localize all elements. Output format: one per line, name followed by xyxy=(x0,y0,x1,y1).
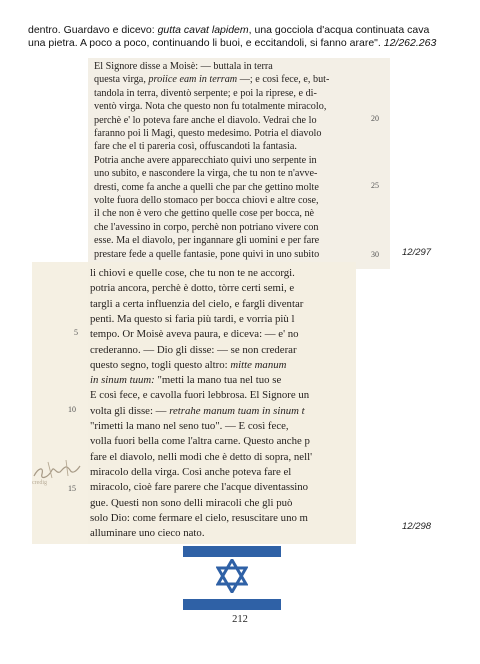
text-line: volte fuora dello stomaco per bocca chiovi e altre cose, xyxy=(94,195,319,206)
text-line: volta gli disse: — retrahe manum tuam in sinum t xyxy=(90,404,305,417)
handwritten-annotation-icon xyxy=(30,452,86,486)
text-line: esse. Ma el diavolo, per ingannare gli uomini e per fare xyxy=(94,235,320,247)
text-line: miracolo della virga. Così anche poteva fare el xyxy=(90,465,292,478)
text-line: "rimetti la mano nel seno tuo". — E così fece, xyxy=(90,420,289,432)
text-line: il che non è vero che gettino quelle cose per bocca, nè xyxy=(94,208,315,220)
text-line: tandola in terra, diventò serpente; e poi la riprese, e di- xyxy=(94,87,317,99)
margin-line-number: 5 xyxy=(74,328,78,337)
text-line: uno subito, e nascondere la virga, che tu non te n'avve- xyxy=(94,168,318,180)
text-line: che l'avessino in corpo, perchè non potriano vivere con xyxy=(94,221,319,233)
flag-stripe-bottom xyxy=(183,599,281,610)
text-line: li chiovi e quelle cose, che tu non te ne accorgi. xyxy=(90,267,295,279)
text-line: fare el diavolo, nelli modi che è detto di sopra, nell' xyxy=(90,450,313,463)
intro-paragraph: dentro. Guardavo e dicevo: gutta cavat lapidem, una gocciola d'acqua continuata cava una pietra. A poco a poco, continuando li buoi, e eccitandoli, si fanno arare". 12/262.263 xyxy=(28,24,437,49)
israel-flag xyxy=(183,544,281,610)
handwriting-text: credig xyxy=(32,480,47,486)
text-line: perchè e' lo poteva fare anche el diavolo. Vedrai che lo xyxy=(94,114,317,126)
margin-line-number: 25 xyxy=(371,181,379,190)
text-line: penti. Ma questo si faria più tardi, e vorria più l xyxy=(90,312,295,325)
margin-line-number: 15 xyxy=(68,484,76,493)
star-of-david-icon xyxy=(216,559,248,593)
text-line: fare che el ti pareria così, offuscandoti la fantasia. xyxy=(94,141,297,153)
text-line: questo segno, togli questo altro: mitte manum xyxy=(90,358,287,371)
flag-stripe-top xyxy=(183,546,281,557)
latin-quote: gutta cavat lapidem xyxy=(157,24,249,36)
text-line: Potria anche avere apparecchiato quivi uno serpente in xyxy=(94,154,317,166)
text-line: alluminare uno cieco nato. xyxy=(90,527,205,540)
page-reference-2: 12/298 xyxy=(402,521,432,532)
text-line: volla fuori bella come l'altra carne. Questo anche p xyxy=(90,435,310,448)
text-line: dresti, come fa anche a quelli che par che gettino molte xyxy=(94,181,319,193)
text-line: faranno poi li Magi, questo medesimo. Potria el diavolo xyxy=(94,128,322,139)
text-line: prestare fede a quelle fantasie, pone quivi in uno subito xyxy=(94,248,320,260)
scanned-excerpt-2-margin xyxy=(32,262,88,544)
margin-line-number: 30 xyxy=(371,250,379,259)
text-line: solo Dio: come fermare el cielo, resuscitare uno m xyxy=(90,511,308,524)
text-line: ventò virga. Nota che questo non fu totalmente miracolo, xyxy=(94,101,327,113)
text-line: gue. Questi non sono delli miracoli che gli può xyxy=(90,496,293,509)
margin-line-number: 10 xyxy=(68,405,76,414)
scanned-excerpt-1 xyxy=(88,58,390,269)
text-line: questa virga, proiice eam in terram —; e così fece, e, but- xyxy=(94,74,330,86)
page-reference-1: 12/297 xyxy=(402,247,432,258)
text-line: tempo. Or Moisè aveva paura, e diceva: — e' no xyxy=(90,328,299,341)
text-line: E così fece, e cavolla fuori lebbrosa. El Signore un xyxy=(90,389,310,402)
page-number: 212 xyxy=(232,614,248,625)
text-line: miracolo, cioè fare parere che l'acque diventassino xyxy=(90,481,309,494)
text-line: in sinum tuum: "metti la mano tua nel tuo se xyxy=(90,374,282,387)
text-line: El Signore disse a Moisè: — buttala in terra xyxy=(94,61,273,72)
scanned-excerpt-2 xyxy=(88,262,356,544)
margin-line-number: 20 xyxy=(371,114,379,123)
text-line: crederanno. — Dio gli disse: — se non crederar xyxy=(90,343,297,356)
intro-reference: 12/262.263 xyxy=(380,37,437,49)
text-line: targli a certa influenzia del cielo, e fargli diventar xyxy=(90,297,304,310)
text-line: potria ancora, perchè è dotto, tòrre certi semi, e xyxy=(90,282,295,295)
